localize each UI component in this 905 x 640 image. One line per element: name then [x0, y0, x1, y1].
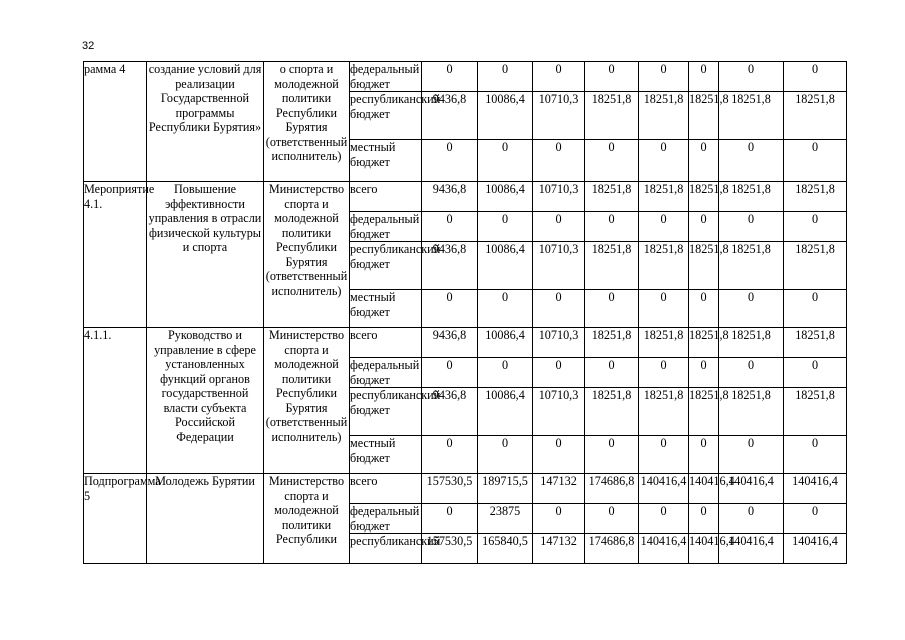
item-name: создание условий для реализации Государственной программы Республики Бурятия» [147, 62, 264, 182]
value-cell: 157530,5 [422, 474, 478, 504]
item-name: Молодежь Бурятии [147, 474, 264, 564]
value-cell: 0 [422, 140, 478, 182]
value-cell: 140416,4 [639, 474, 689, 504]
value-cell: 18251,8 [719, 242, 784, 290]
value-cell: 18251,8 [585, 388, 639, 436]
budget-table-body [84, 62, 847, 564]
funding-source: федеральный бюджет [350, 62, 422, 92]
value-cell: 0 [719, 62, 784, 92]
value-cell: 0 [784, 436, 847, 474]
value-cell: 140416,4 [784, 534, 847, 564]
value-cell: 18251,8 [784, 242, 847, 290]
value-cell: 0 [533, 140, 585, 182]
funding-source: федеральный бюджет [350, 504, 422, 534]
value-cell: 10710,3 [533, 182, 585, 212]
value-cell: 0 [639, 436, 689, 474]
funding-source: местный бюджет [350, 436, 422, 474]
value-cell: 0 [639, 212, 689, 242]
item-name: Руководство и управление в сфере установленных функций органов государственной власти субъекта Российской Федерации [147, 328, 264, 474]
value-cell: 0 [784, 358, 847, 388]
table-row [84, 62, 847, 92]
value-cell: 0 [689, 140, 719, 182]
value-cell: 165840,5 [478, 534, 533, 564]
value-cell: 0 [784, 140, 847, 182]
value-cell: 0 [639, 140, 689, 182]
value-cell: 0 [639, 504, 689, 534]
value-cell: 18251,8 [639, 92, 689, 140]
budget-table [83, 61, 847, 564]
value-cell: 18251,8 [585, 328, 639, 358]
page-number: 32 [82, 40, 95, 52]
value-cell: 0 [585, 140, 639, 182]
value-cell: 0 [533, 212, 585, 242]
value-cell: 0 [478, 290, 533, 328]
table-row [84, 474, 847, 504]
value-cell: 18251,8 [719, 182, 784, 212]
value-cell: 0 [689, 212, 719, 242]
value-cell: 9436,8 [422, 242, 478, 290]
value-cell: 0 [639, 290, 689, 328]
value-cell: 10086,4 [478, 388, 533, 436]
value-cell: 10710,3 [533, 388, 585, 436]
value-cell: 0 [784, 212, 847, 242]
value-cell: 0 [585, 504, 639, 534]
value-cell: 0 [719, 504, 784, 534]
value-cell: 140416,4 [719, 474, 784, 504]
item-code: Мероприятие 4.1. [84, 182, 147, 328]
value-cell: 0 [689, 62, 719, 92]
value-cell: 18251,8 [719, 92, 784, 140]
value-cell: 140416,4 [689, 534, 719, 564]
value-cell: 147132 [533, 474, 585, 504]
value-cell: 18251,8 [784, 92, 847, 140]
value-cell: 140416,4 [784, 474, 847, 504]
value-cell: 0 [533, 436, 585, 474]
value-cell: 18251,8 [585, 92, 639, 140]
value-cell: 0 [784, 504, 847, 534]
value-cell: 0 [585, 290, 639, 328]
value-cell: 18251,8 [689, 182, 719, 212]
value-cell: 0 [478, 436, 533, 474]
value-cell: 10710,3 [533, 242, 585, 290]
value-cell: 10710,3 [533, 92, 585, 140]
value-cell: 157530,5 [422, 534, 478, 564]
item-code: 4.1.1. [84, 328, 147, 474]
value-cell: 0 [689, 290, 719, 328]
value-cell: 0 [719, 358, 784, 388]
value-cell: 9436,8 [422, 92, 478, 140]
value-cell: 9436,8 [422, 328, 478, 358]
item-code: рамма 4 [84, 62, 147, 182]
value-cell: 140416,4 [639, 534, 689, 564]
value-cell: 10710,3 [533, 328, 585, 358]
funding-source: республиканский бюджет [350, 92, 422, 140]
value-cell: 0 [719, 140, 784, 182]
value-cell: 0 [478, 212, 533, 242]
value-cell: 0 [478, 358, 533, 388]
value-cell: 10086,4 [478, 92, 533, 140]
value-cell: 0 [784, 290, 847, 328]
value-cell: 18251,8 [585, 182, 639, 212]
value-cell: 0 [478, 62, 533, 92]
table-row [84, 328, 847, 358]
value-cell: 0 [689, 358, 719, 388]
funding-source: республиканский бюджет [350, 388, 422, 436]
value-cell: 18251,8 [639, 182, 689, 212]
value-cell: 9436,8 [422, 182, 478, 212]
value-cell: 0 [585, 358, 639, 388]
item-executor: Министерство спорта и молодежной политики Республики Бурятия (ответственный исполнитель) [264, 182, 350, 328]
value-cell: 0 [639, 62, 689, 92]
value-cell: 10086,4 [478, 242, 533, 290]
value-cell: 0 [784, 62, 847, 92]
value-cell: 18251,8 [784, 328, 847, 358]
value-cell: 9436,8 [422, 388, 478, 436]
value-cell: 10086,4 [478, 328, 533, 358]
value-cell: 18251,8 [784, 388, 847, 436]
value-cell: 0 [639, 358, 689, 388]
funding-source: федеральный бюджет [350, 212, 422, 242]
value-cell: 18251,8 [719, 328, 784, 358]
funding-source: республиканский бюджет [350, 242, 422, 290]
value-cell: 0 [478, 140, 533, 182]
value-cell: 0 [422, 62, 478, 92]
item-name: Повышение эффективности управления в отрасли физической культуры и спорта [147, 182, 264, 328]
item-executor: Министерство спорта и молодежной политики Республики [264, 474, 350, 564]
value-cell: 0 [533, 290, 585, 328]
value-cell: 174686,8 [585, 474, 639, 504]
value-cell: 0 [719, 212, 784, 242]
value-cell: 0 [422, 436, 478, 474]
funding-source: всего [350, 474, 422, 504]
item-code: Подпрограмма 5 [84, 474, 147, 564]
value-cell: 18251,8 [639, 328, 689, 358]
value-cell: 140416,4 [689, 474, 719, 504]
item-executor: о спорта и молодежной политики Республики Бурятия (ответственный исполнитель) [264, 62, 350, 182]
value-cell: 0 [585, 436, 639, 474]
value-cell: 0 [719, 436, 784, 474]
value-cell: 0 [719, 290, 784, 328]
value-cell: 0 [422, 358, 478, 388]
value-cell: 18251,8 [689, 92, 719, 140]
value-cell: 18251,8 [689, 328, 719, 358]
value-cell: 0 [533, 62, 585, 92]
value-cell: 0 [533, 504, 585, 534]
value-cell: 140416,4 [719, 534, 784, 564]
value-cell: 0 [689, 504, 719, 534]
value-cell: 18251,8 [689, 388, 719, 436]
value-cell: 18251,8 [585, 242, 639, 290]
table-row [84, 182, 847, 212]
value-cell: 18251,8 [639, 388, 689, 436]
value-cell: 0 [585, 212, 639, 242]
funding-source: местный бюджет [350, 140, 422, 182]
funding-source: республиканский [350, 534, 422, 564]
funding-source: местный бюджет [350, 290, 422, 328]
funding-source: всего [350, 328, 422, 358]
value-cell: 0 [422, 504, 478, 534]
value-cell: 18251,8 [719, 388, 784, 436]
value-cell: 189715,5 [478, 474, 533, 504]
funding-source: федеральный бюджет [350, 358, 422, 388]
value-cell: 23875 [478, 504, 533, 534]
value-cell: 18251,8 [639, 242, 689, 290]
value-cell: 174686,8 [585, 534, 639, 564]
funding-source: всего [350, 182, 422, 212]
value-cell: 0 [585, 62, 639, 92]
value-cell: 147132 [533, 534, 585, 564]
value-cell: 0 [422, 212, 478, 242]
value-cell: 0 [689, 436, 719, 474]
value-cell: 10086,4 [478, 182, 533, 212]
item-executor: Министерство спорта и молодежной политики Республики Бурятия (ответственный исполнитель) [264, 328, 350, 474]
value-cell: 0 [422, 290, 478, 328]
value-cell: 18251,8 [784, 182, 847, 212]
value-cell: 18251,8 [689, 242, 719, 290]
value-cell: 0 [533, 358, 585, 388]
